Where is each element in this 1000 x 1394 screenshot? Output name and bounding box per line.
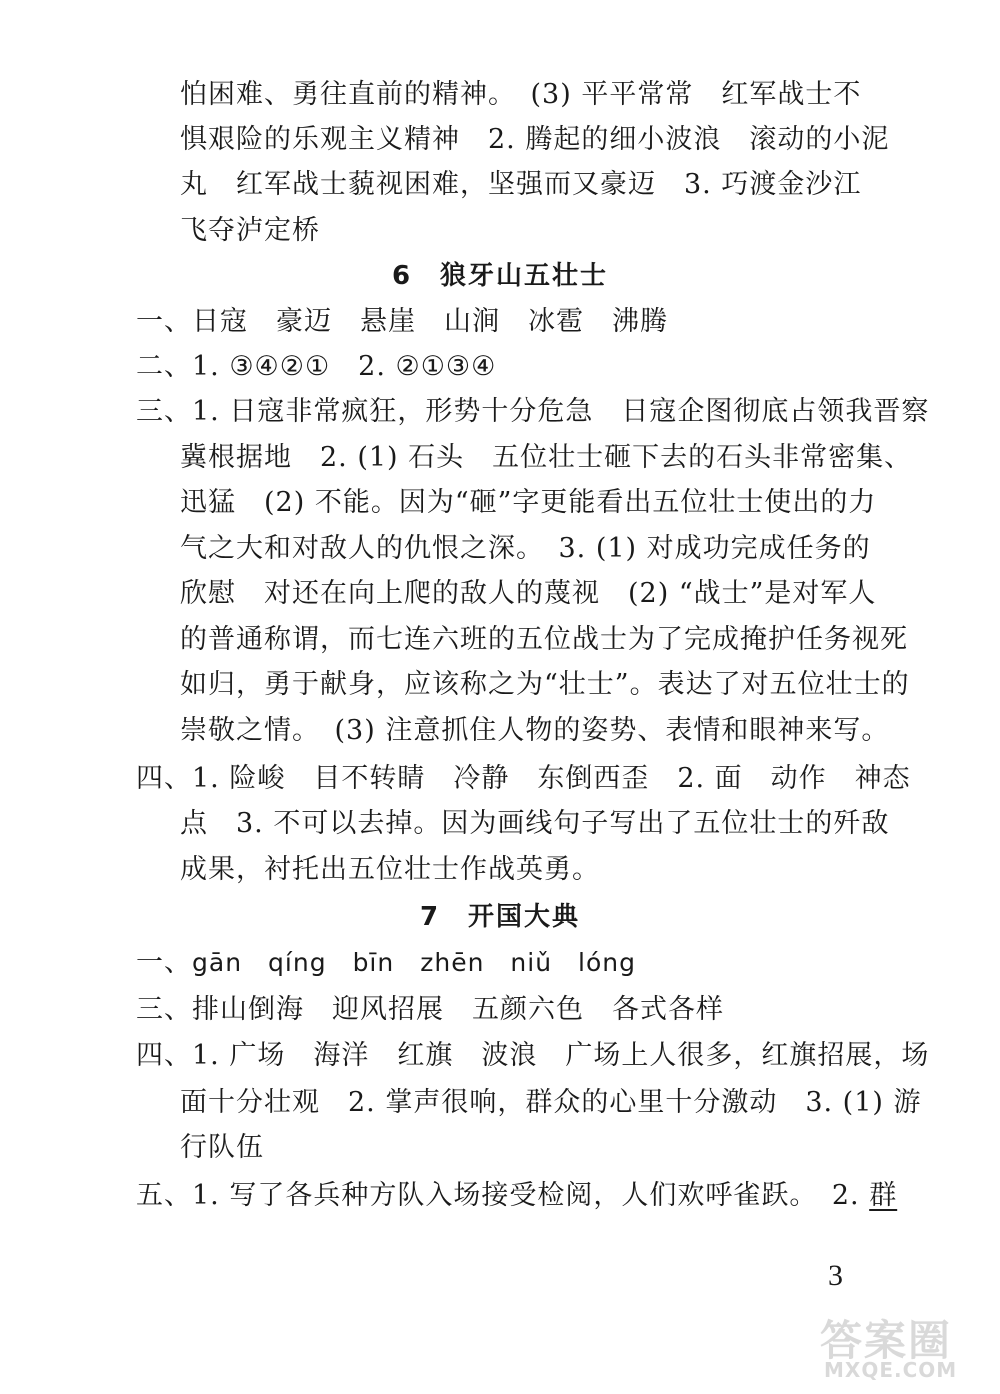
question-5 [136,1178,897,1214]
text-line: 怕困难、勇往直前的精神。 (3) 平平常常 红军战士不 [180,79,862,110]
question-label: 五、 [136,1180,192,1211]
text-line: 行队伍 [180,1132,264,1163]
question-label: 四、 [136,763,192,794]
question-1 [136,304,668,340]
question-label: 四、 [136,1040,192,1071]
pinyin-text: gān qíng bīn zhēn niǔ lóng [192,948,637,977]
question-3 [136,394,929,430]
question-label: 三、 [136,994,192,1025]
text-line: 崇敬之情。 (3) 注意抓住人物的姿势、表情和眼神来写。 [180,715,890,746]
answer-text: 排山倒海 迎风招展 五颜六色 各式各样 [192,994,724,1025]
text-line: 点 3. 不可以去掉。因为画线句子写出了五位壮士的歼敌 [180,808,890,839]
question-4 [136,761,911,797]
question-label: 一、 [136,306,192,337]
watermark-title: 答案圈 [820,1316,953,1365]
page-number: 3 [828,1259,843,1292]
answer-text: 1. 广场 海洋 红旗 波浪 广场上人很多，红旗招展，场 [192,1040,930,1071]
watermark-logo [820,1308,990,1388]
text-line: 迅猛 (2) 不能。因为“砸”字更能看出五位壮士使出的力 [180,487,877,518]
question-label: 二、 [136,351,192,382]
text-line: 冀根据地 2. (1) 石头 五位壮士砸下去的石头非常密集、 [180,442,913,473]
text-line: 气之大和对敌人的仇恨之深。 3. (1) 对成功完成任务的 [180,533,871,564]
text-line: 的普通称谓，而七连六班的五位战士为了完成掩护任务视死 [180,624,908,655]
text-line: 丸 红军战士藐视困难，坚强而又豪迈 3. 巧渡金沙江 [180,169,862,200]
text-line: 成果，衬托出五位壮士作战英勇。 [180,854,600,885]
section-heading-6: 6 狼牙山五壮士 [391,261,609,291]
text-line: 欣慰 对还在向上爬的敌人的蔑视 (2) “战士”是对军人 [180,578,877,609]
text-line: 面十分壮观 2. 掌声很响，群众的心里十分激动 3. (1) 游 [180,1087,922,1118]
text-line: 飞夺泸定桥 [180,215,320,246]
section-heading-7: 7 开国大典 [419,902,581,932]
text-line: 惧艰险的乐观主义精神 2. 腾起的细小波浪 滚动的小泥 [180,124,890,155]
answer-text: 1. 日寇非常疯狂，形势十分危急 日寇企图彻底占领我晋察 [192,396,930,427]
answer-text: 1. 险峻 目不转睛 冷静 东倒西歪 2. 面 动作 神态 [192,763,911,794]
underlined-text: 群 [869,1180,898,1211]
text-line: 如归，勇于献身，应该称之为“壮士”。表达了对五位壮士的 [180,669,910,700]
answer-text: 1. 写了各兵种方队入场接受检阅，人们欢呼雀跃。 2. [192,1180,870,1211]
answer-text: 1. ③④②① 2. ②①③④ [192,351,497,382]
answer-text: 日寇 豪迈 悬崖 山涧 冰雹 沸腾 [192,306,668,337]
question-3 [136,992,724,1028]
question-2 [136,349,496,385]
question-label: 一、 [136,947,192,978]
question-4 [136,1038,929,1074]
question-1 [136,945,636,981]
watermark-url: MXQE.COM [824,1358,958,1382]
question-label: 三、 [136,396,192,427]
